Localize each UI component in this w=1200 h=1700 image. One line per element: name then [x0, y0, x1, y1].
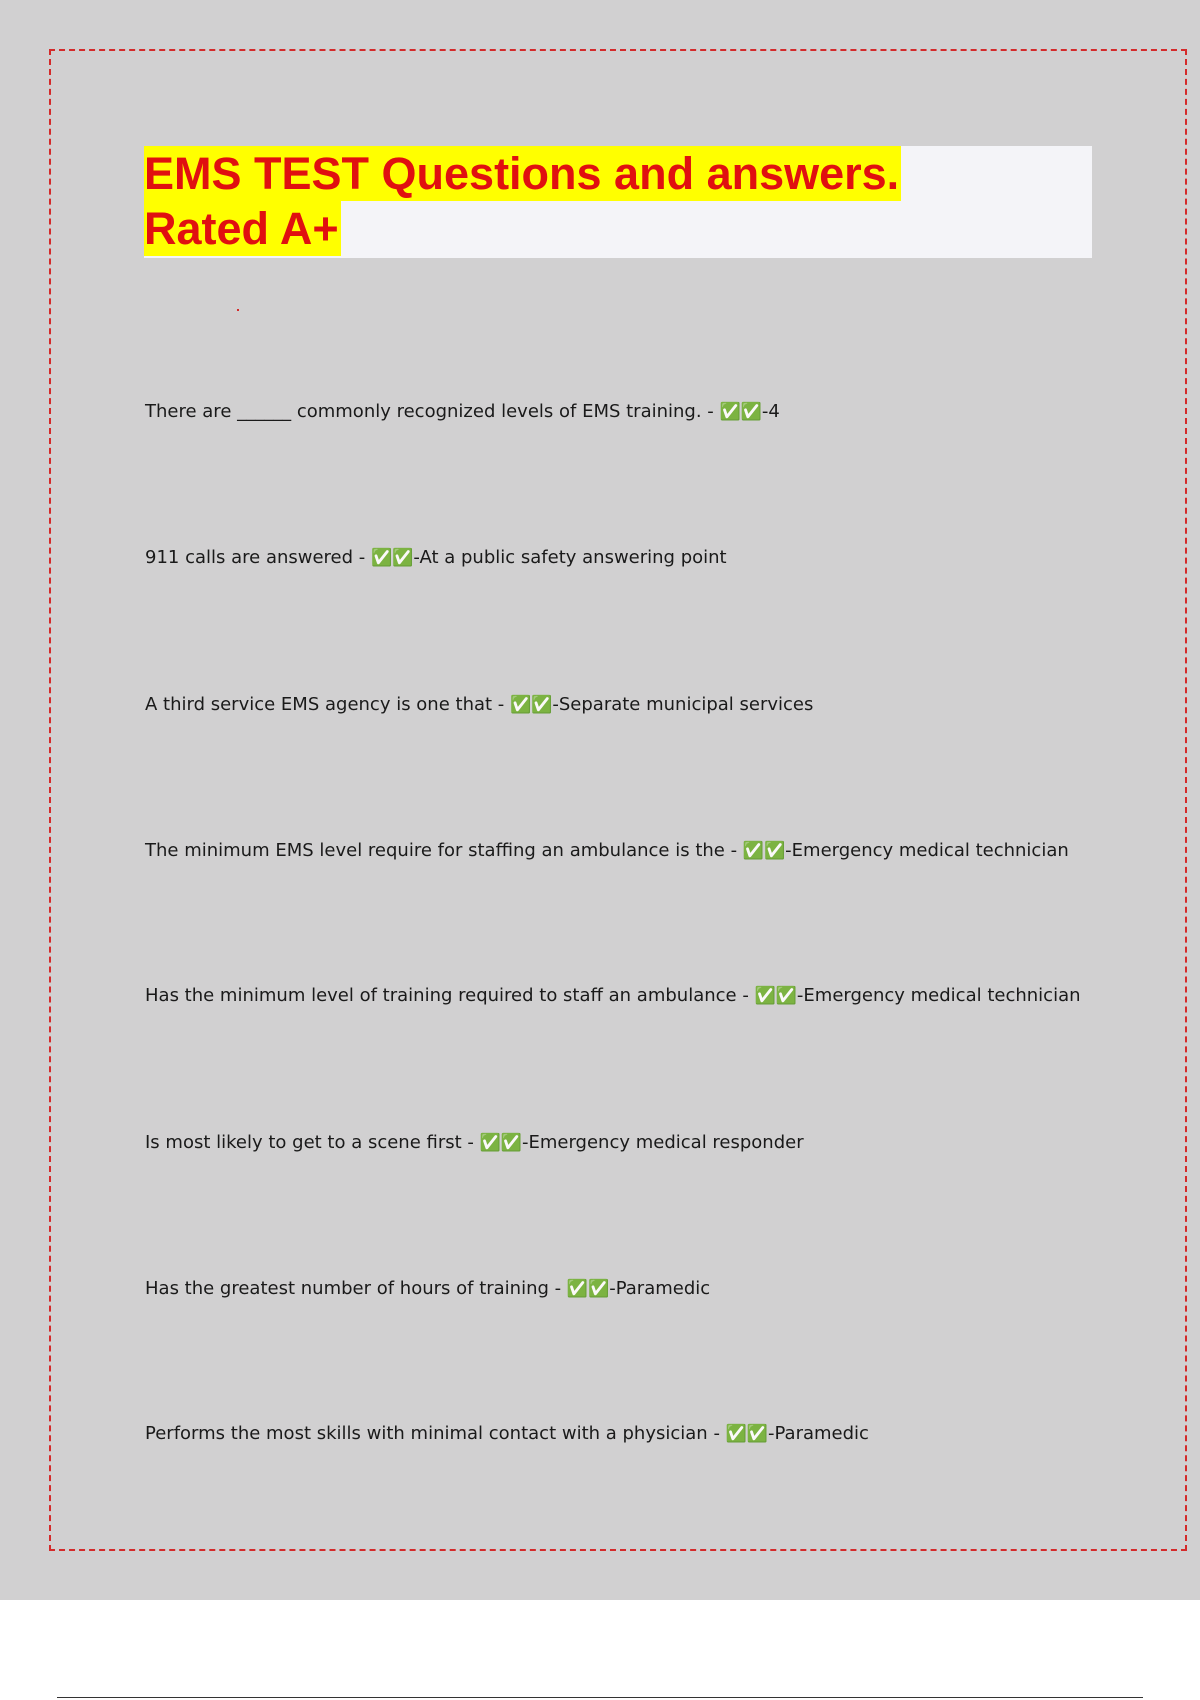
answer-text: Paramedic: [774, 1423, 869, 1444]
question-text: There are ______ commonly recognized levels of EMS training.: [145, 401, 702, 422]
answer-text: Emergency medical technician: [803, 985, 1081, 1006]
qa-item-7: Has the greatest number of hours of training - ✅✅-Paramedic: [145, 1278, 711, 1299]
document-title-line-2: Rated A+: [144, 203, 339, 254]
question-text: Has the greatest number of hours of training: [145, 1278, 549, 1299]
page-border-frame: [49, 49, 1187, 1551]
qa-item-6: Is most likely to get to a scene first - ✅✅-Emergency medical responder: [145, 1132, 804, 1153]
qa-item-1: There are ______ commonly recognized levels of EMS training. - ✅✅-4: [145, 401, 780, 422]
question-text: Has the minimum level of training required to staff an ambulance: [145, 985, 737, 1006]
double-check-icon: ✅✅: [725, 1424, 769, 1444]
answer-text: 4: [768, 401, 780, 422]
title-block: [144, 146, 1092, 258]
question-text: 911 calls are answered: [145, 547, 354, 568]
answer-text: Separate municipal services: [558, 694, 814, 715]
question-text: A third service EMS agency is one that: [145, 694, 493, 715]
answer-text: Emergency medical responder: [528, 1132, 804, 1153]
answer-text: At a public safety answering point: [419, 547, 727, 568]
stray-dot: [237, 309, 239, 311]
double-check-icon: ✅✅: [566, 1279, 610, 1299]
answer-text: Emergency medical technician: [791, 840, 1069, 861]
qa-item-4: The minimum EMS level require for staffing an ambulance is the - ✅✅-Emergency medical technician: [145, 840, 1069, 861]
double-check-icon: ✅✅: [479, 1133, 522, 1153]
qa-item-3: A third service EMS agency is one that - ✅✅-Separate municipal services: [145, 694, 814, 715]
question-text: Is most likely to get to a scene first: [145, 1132, 462, 1153]
double-check-icon: ✅✅: [510, 695, 553, 715]
document-title-line-1: EMS TEST Questions and answers.: [144, 148, 900, 199]
answer-text: Paramedic: [615, 1278, 711, 1299]
double-check-icon: ✅✅: [371, 548, 414, 568]
double-check-icon: ✅✅: [719, 402, 762, 422]
question-text: Performs the most skills with minimal contact with a physician: [145, 1423, 708, 1444]
qa-item-2: 911 calls are answered - ✅✅-At a public safety answering point: [145, 547, 727, 568]
qa-item-5: Has the minimum level of training required to staff an ambulance - ✅✅-Emergency medical technician: [145, 985, 1081, 1006]
question-text: The minimum EMS level require for staffing an ambulance is the: [145, 840, 725, 861]
double-check-icon: ✅✅: [742, 841, 786, 861]
footer-divider: [57, 1697, 1143, 1698]
qa-item-8: Performs the most skills with minimal contact with a physician - ✅✅-Paramedic: [145, 1423, 869, 1444]
double-check-icon: ✅✅: [754, 986, 797, 1006]
